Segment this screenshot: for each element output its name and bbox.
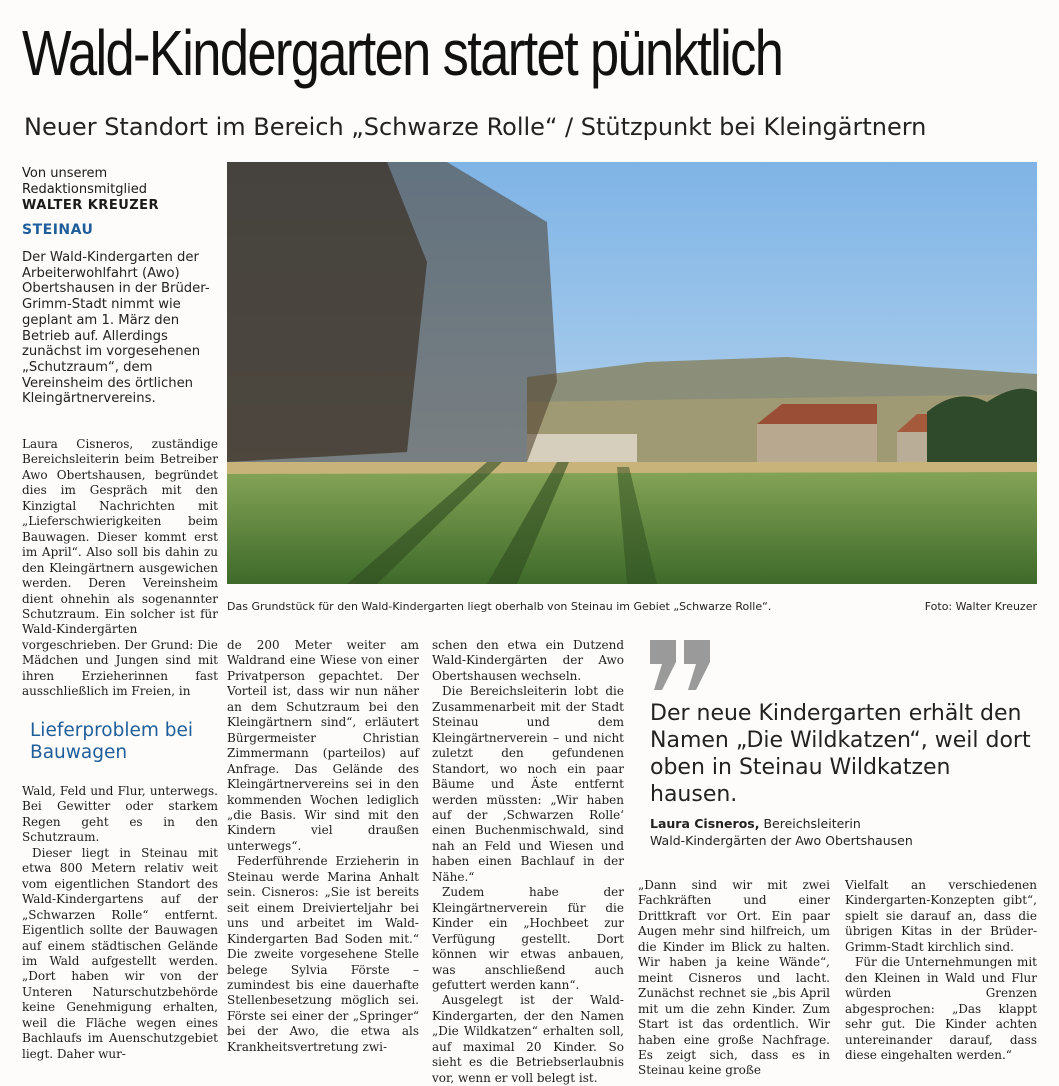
landscape-photo bbox=[227, 162, 1037, 584]
photo-caption bbox=[227, 600, 1037, 614]
paragraph: Federführende Erzieherin in Steinau werde Marina Anhalt sein. Cisneros: „Sie ist bereits seit einem Dreivierteljahr bei uns und arbeitet im Wald-Kindergarten Bad Soden mit.“ Die zweite vorgesehene Stelle belege Sylvia Förste – zumindest bis eine dauerhafte Stellenbesetzung möglich sei. Förste sei einer der „Springer“ bei der Awo, die etwa als Krankheitsvertretung zwi- bbox=[227, 854, 419, 1054]
byline-author: WALTER KREUZER bbox=[22, 198, 160, 213]
byline-line2: Redaktionsmitglied bbox=[22, 182, 147, 197]
quote-source bbox=[650, 815, 1040, 849]
headline: Wald-Kindergarten startet pünktlich bbox=[22, 17, 783, 89]
paragraph: Wald, Feld und Flur, unterwegs. Bei Gewitter oder starkem Regen geht es in den Schutzraum. bbox=[22, 784, 218, 845]
dateline: STEINAU bbox=[22, 222, 94, 238]
column-2 bbox=[227, 638, 419, 1056]
paragraph: schen den etwa ein Dutzend Wald-Kindergärten der Awo Obertshausen wechseln. bbox=[432, 638, 624, 683]
quote-author: Laura Cisneros, bbox=[650, 816, 760, 831]
paragraph: Vielfalt an verschiedenen Kindergarten-Konzepten gibt“, spielt sie darauf an, dass die übrigen Kitas in der Brüder-Grimm-Stadt kirchlich sind. bbox=[845, 878, 1037, 954]
pull-quote: Der neue Kindergarten erhält den Namen „Die Wildkatzen“, weil dort oben in Steinau Wildkatzen hausen. bbox=[650, 701, 1031, 807]
caption-text: Das Grundstück für den Wald-Kindergarten liegt oberhalb von Steinau im Gebiet „Schwarze Rolle“. bbox=[227, 600, 772, 613]
quote-role: Bereichsleiterin bbox=[763, 816, 861, 831]
lead-paragraph: Der Wald-Kindergarten der Arbeiterwohlfahrt (Awo) Obertshausen in der Brüder-Grimm-Stadt nimmt wie geplant am 1. März den Betrieb auf. Allerdings zunächst im vorgesehenen „Schutzraum“, dem Vereinsheim des örtlichen Kleingärtnervereins. bbox=[22, 250, 210, 407]
paragraph: „Dann sind wir mit zwei Fachkräften und einer Drittkraft vor Ort. Ein paar Augen mehr sind hilfreich, um die Kinder im Blick zu halten. Wir haben ja keine Wände“, meint Cisneros und lacht. Zunächst rechnet sie „bis April mit um die zehn Kinder. Zum Start ist das ordentlich. Wir haben eine große Nachfrage. Es zeigt sich, dass es in Steinau keine große bbox=[638, 878, 830, 1078]
article-photo bbox=[227, 162, 1037, 584]
subheadline: Neuer Standort im Bereich „Schwarze Rolle“ / Stützpunkt bei Kleingärtnern bbox=[24, 113, 927, 141]
photo-credit: Foto: Walter Kreuzer bbox=[924, 600, 1037, 613]
subtitle: Lieferproblem bei Bauwagen bbox=[30, 720, 194, 763]
column-4 bbox=[638, 878, 830, 1078]
paragraph: Zudem habe der Kleingärtnerverein für die Kinder ein „Hochbeet zur Verfügung gestellt. Dort können wir etwas anbauen, was anschließend auch gefuttert werden kann“. bbox=[432, 885, 624, 992]
paragraph: Dieser liegt in Steinau mit etwa 800 Metern relativ weit vom eigentlichen Standort des Wald-Kindergartens auf der „Schwarzen Rolle“ entfernt. Eigentlich sollte der Bauwagen auf einem städtischen Gelände im Wald aufgestellt werden. „Dort haben wir von der Unteren Naturschutzbehörde keine Genehmigung erhalten, weil die Fläche wegen eines Bachlaufs im Auenschutzgebiet liegt. Daher wur- bbox=[22, 845, 218, 1061]
paragraph: Laura Cisneros, zuständige Bereichsleiterin beim Betreiber Awo Obertshausen, begründet dies im Gespräch mit den Kinzigtal Nachrichten mit „Lieferschwierigkeiten beim Bauwagen. Dieser kommt erst im April“. Also soll bis dahin zu den Kleingärtnern ausgewichen werden. Deren Vereinsheim dient ohnehin als sogenannter Schutzraum. Ein solcher ist für Wald-Kindergärten vorgeschrieben. Der Grund: Die Mädchen und Jungen sind mit ihren Erzieherinnen fast ausschließlich im Freien, in bbox=[22, 437, 218, 699]
column-1-bottom bbox=[22, 784, 218, 1061]
byline bbox=[22, 166, 212, 214]
quotation-mark-icon bbox=[648, 636, 718, 696]
paragraph: Für die Unternehmungen mit den Kleinen in Wald und Flur würden Grenzen abgesprochen: „Das klappt sehr gut. Die Kinder achten untereinander darauf, dass diese eingehalten werden.“ bbox=[845, 955, 1037, 1062]
paragraph: Die Bereichsleiterin lobt die Zusammenarbeit mit der Stadt Steinau und dem Kleingärtnerverein – und nicht zuletzt den gefundenen Standort, wo noch ein paar Bäume und Äste entfernt werden müssten: „Wir haben auf der ,Schwarzen Rolle‘ einen Buchenmischwald, sind nah an Feld und Wiesen und haben einen Bachlauf in der Nähe.“ bbox=[432, 684, 624, 884]
column-1-top bbox=[22, 437, 218, 703]
paragraph: de 200 Meter weiter am Waldrand eine Wiese von einer Privatperson gepachtet. Der Vorteil ist, dass wir nun näher an dem Schutzraum bei den Kleingärtnern sind“, erläutert Bürgermeister Christian Zimmermann (parteilos) auf Anfrage. Das Gelände des Kleingärtnervereins sei in den kommenden Wochen lediglich „die Basis. Wir sind mit den Kindern viel draußen unterwegs“. bbox=[227, 638, 419, 853]
byline-line1: Von unserem bbox=[22, 166, 108, 181]
column-5 bbox=[845, 878, 1037, 1062]
column-3 bbox=[432, 638, 624, 1085]
quote-affiliation: Wald-Kindergärten der Awo Obertshausen bbox=[650, 833, 913, 848]
paragraph: Ausgelegt ist der Wald-Kindergarten, der den Namen „Die Wildkatzen“ erhalten soll, auf maximal 20 Kinder. So sieht es die Betriebserlaubnis vor, wenn er voll belegt ist. bbox=[432, 993, 624, 1085]
